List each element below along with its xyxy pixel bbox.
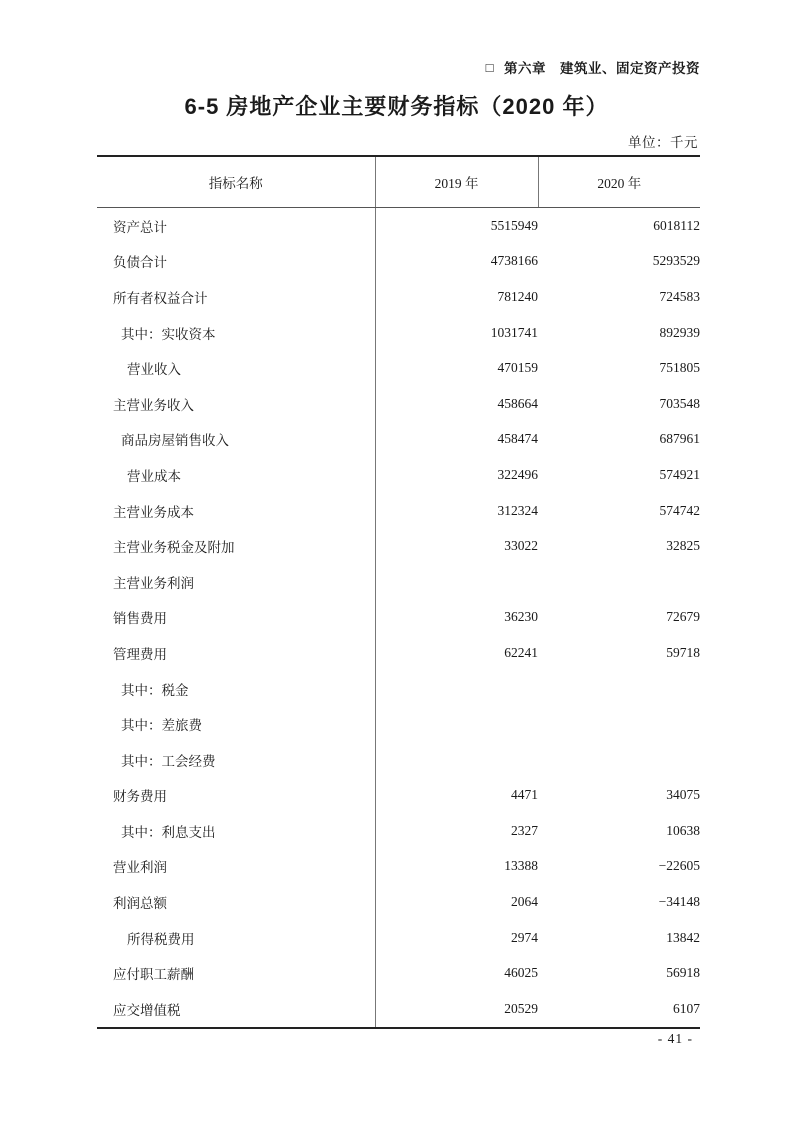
value-2019: 62241 bbox=[504, 644, 538, 660]
table-row bbox=[97, 671, 700, 707]
value-2020: 6107 bbox=[673, 1000, 700, 1016]
value-2019: 13388 bbox=[504, 858, 538, 874]
value-2019: 2064 bbox=[511, 894, 538, 910]
column-header-2019: 2019 年 bbox=[375, 156, 538, 208]
value-2020: 703548 bbox=[659, 395, 700, 411]
indicator-label: 应付职工薪酬 bbox=[97, 955, 375, 991]
chapter-header-text: 第六章 建筑业、固定资产投资 bbox=[504, 61, 700, 76]
value-2020: 13842 bbox=[666, 929, 700, 945]
table-row bbox=[97, 742, 700, 778]
indicator-label: 其中：税金 bbox=[97, 671, 375, 707]
indicator-label: 其中：利息支出 bbox=[97, 813, 375, 849]
value-2019: 2974 bbox=[511, 929, 538, 945]
value-2020: 751805 bbox=[659, 360, 700, 376]
indicator-label: 利润总额 bbox=[97, 884, 375, 920]
value-2019 bbox=[375, 564, 538, 600]
indicator-label: 负债合计 bbox=[97, 244, 375, 280]
financial-indicators-table bbox=[97, 155, 700, 1029]
value-2020: 5293529 bbox=[652, 253, 700, 269]
value-2019: 4738166 bbox=[490, 253, 538, 269]
table-header-row bbox=[97, 156, 700, 208]
value-2019: 322496 bbox=[497, 466, 538, 482]
value-2019 bbox=[375, 671, 538, 707]
indicator-label: 主营业务收入 bbox=[97, 386, 375, 422]
value-2020 bbox=[538, 671, 700, 707]
value-2019: 46025 bbox=[504, 965, 538, 981]
value-2019: 312324 bbox=[497, 502, 538, 518]
indicator-label: 营业成本 bbox=[97, 457, 375, 493]
value-2020: 892939 bbox=[659, 324, 700, 340]
table-row bbox=[97, 386, 700, 422]
table-row bbox=[97, 457, 700, 493]
value-2019: 458474 bbox=[497, 431, 538, 447]
value-2019: 458664 bbox=[497, 395, 538, 411]
unit-note: 单位：千元 bbox=[628, 135, 698, 150]
value-2020: 6018112 bbox=[653, 217, 700, 233]
table-row bbox=[97, 884, 700, 920]
value-2020: 574742 bbox=[659, 502, 700, 518]
value-2020: −22605 bbox=[658, 858, 700, 874]
table-row bbox=[97, 849, 700, 885]
indicator-label: 主营业务税金及附加 bbox=[97, 528, 375, 564]
chapter-header bbox=[486, 57, 700, 77]
value-2019: 2327 bbox=[511, 822, 538, 838]
table-row bbox=[97, 920, 700, 956]
indicator-label: 其中：工会经费 bbox=[97, 742, 375, 778]
value-2019: 470159 bbox=[497, 360, 538, 376]
indicator-label: 其中：差旅费 bbox=[97, 706, 375, 742]
table-row bbox=[97, 279, 700, 315]
value-2020 bbox=[538, 706, 700, 742]
column-header-2020: 2020 年 bbox=[538, 156, 700, 208]
value-2020: 574921 bbox=[659, 466, 700, 482]
value-2020: 32825 bbox=[666, 538, 700, 554]
indicator-label: 主营业务成本 bbox=[97, 493, 375, 529]
table-row bbox=[97, 991, 700, 1028]
value-2020: 72679 bbox=[666, 609, 700, 625]
value-2019: 781240 bbox=[497, 288, 538, 304]
value-2020: −34148 bbox=[658, 894, 700, 910]
page-number: - 41 - bbox=[657, 1031, 693, 1046]
value-2019: 20529 bbox=[504, 1000, 538, 1016]
table-row bbox=[97, 564, 700, 600]
indicator-label: 主营业务利润 bbox=[97, 564, 375, 600]
indicator-label: 所得税费用 bbox=[97, 920, 375, 956]
indicator-label: 应交增值税 bbox=[97, 991, 375, 1028]
table-row bbox=[97, 315, 700, 351]
value-2019 bbox=[375, 706, 538, 742]
table-row bbox=[97, 350, 700, 386]
value-2019: 36230 bbox=[504, 609, 538, 625]
value-2020: 10638 bbox=[666, 822, 700, 838]
value-2019: 5515949 bbox=[490, 217, 538, 233]
indicator-label: 其中：实收资本 bbox=[97, 315, 375, 351]
value-2020: 56918 bbox=[666, 965, 700, 981]
indicator-label: 所有者权益合计 bbox=[97, 279, 375, 315]
column-header-indicator: 指标名称 bbox=[97, 156, 375, 208]
value-2020: 724583 bbox=[659, 288, 700, 304]
indicator-label: 管理费用 bbox=[97, 635, 375, 671]
table-row bbox=[97, 244, 700, 280]
square-outline-icon: □ bbox=[485, 60, 494, 75]
indicator-label: 营业收入 bbox=[97, 350, 375, 386]
table-row bbox=[97, 600, 700, 636]
page-title: 6-5 房地产企业主要财务指标（2020 年） bbox=[184, 94, 609, 119]
value-2019: 4471 bbox=[511, 787, 538, 803]
value-2020: 34075 bbox=[666, 787, 700, 803]
table-row bbox=[97, 635, 700, 671]
value-2020: 59718 bbox=[666, 644, 700, 660]
table-row bbox=[97, 706, 700, 742]
indicator-label: 资产总计 bbox=[97, 208, 375, 244]
indicator-label: 营业利润 bbox=[97, 849, 375, 885]
table-row bbox=[97, 528, 700, 564]
table-row bbox=[97, 422, 700, 458]
table-row bbox=[97, 208, 700, 244]
value-2019 bbox=[375, 742, 538, 778]
value-2020 bbox=[538, 742, 700, 778]
table-container bbox=[97, 155, 700, 1029]
indicator-label: 财务费用 bbox=[97, 778, 375, 814]
value-2019: 1031741 bbox=[490, 324, 538, 340]
value-2020: 687961 bbox=[659, 431, 700, 447]
table-row bbox=[97, 955, 700, 991]
indicator-label: 商品房屋销售收入 bbox=[97, 422, 375, 458]
table-row bbox=[97, 493, 700, 529]
table-row bbox=[97, 813, 700, 849]
value-2020 bbox=[538, 564, 700, 600]
indicator-label: 销售费用 bbox=[97, 600, 375, 636]
value-2019: 33022 bbox=[504, 538, 538, 554]
table-row bbox=[97, 778, 700, 814]
